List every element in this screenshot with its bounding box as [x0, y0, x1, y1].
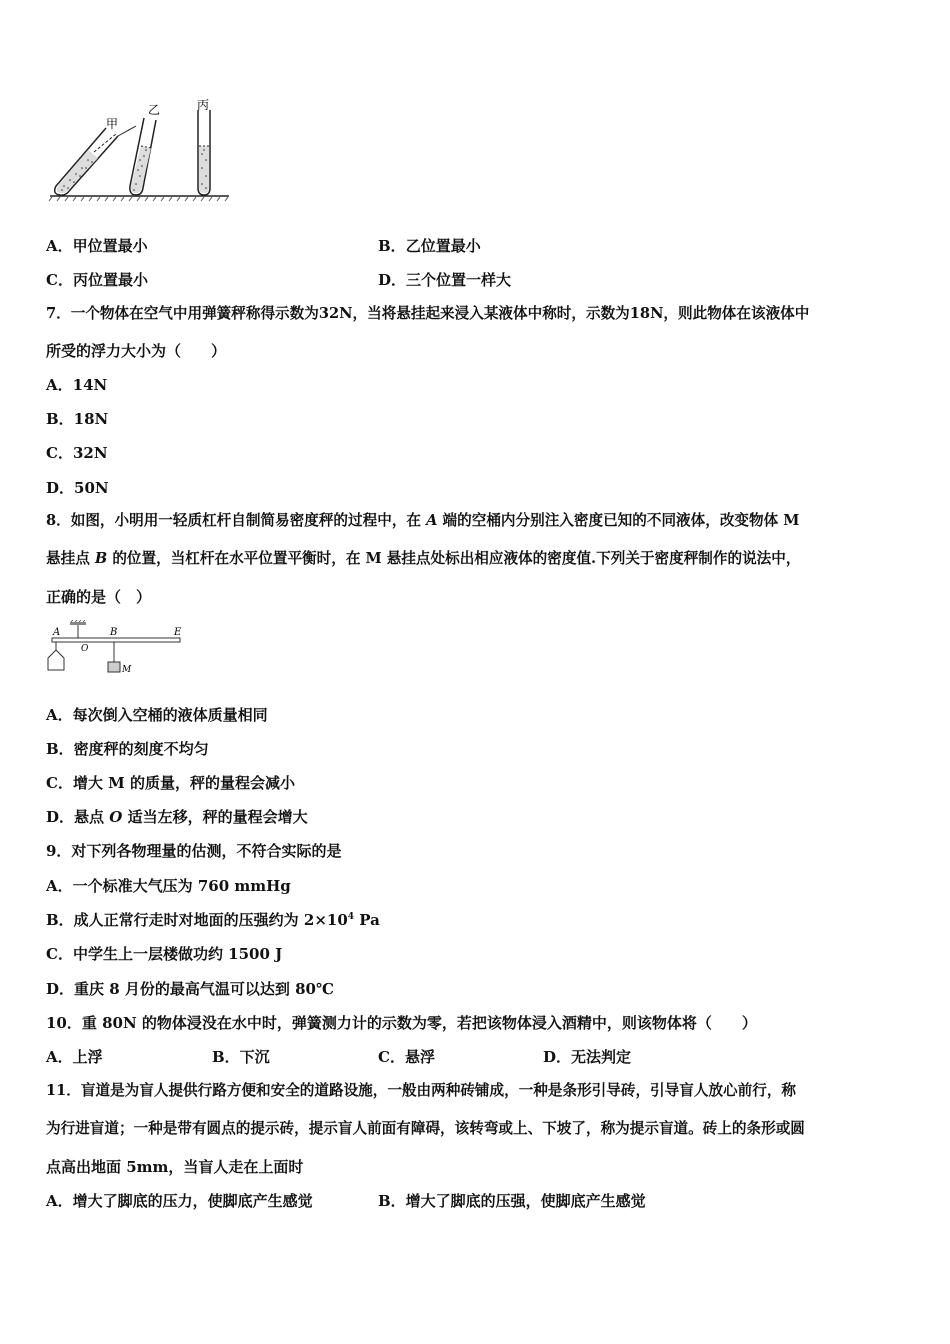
- q7-option-b: B．18N: [46, 410, 109, 428]
- tube-bing: [198, 110, 210, 195]
- tube-label-jia: 甲: [106, 117, 119, 131]
- lever-label-a: A: [53, 627, 61, 638]
- q9-option-b: B．成人正常行走时对地面的压强约为 $2\times 10^4$ Pa: [46, 911, 380, 929]
- q8-option-a: A．每次倒入空桶的液体质量相同: [46, 706, 268, 724]
- lever-label-m: M: [122, 665, 132, 675]
- q7-option-d: D．50N: [46, 479, 109, 497]
- q8-option-c: C．增大 M 的质量，秤的量程会减小: [46, 774, 295, 792]
- q9-option-d: D．重庆 8 月份的最高气温可以达到 80℃: [46, 980, 334, 998]
- lever-figure: [44, 620, 189, 678]
- q8-stem-line3: 正确的是（ ）: [46, 588, 152, 606]
- q8-option-d: D．悬点 O 适当左移，秤的量程会增大: [46, 808, 308, 826]
- q11-stem-line1: 11．盲道是为盲人提供行路方便和安全的道路设施，一般由两种砖铺成，一种是条形引导砖，引导盲人放心前行，称: [46, 1082, 797, 1099]
- q11-option-a: A．增大了脚底的压力，使脚底产生感觉: [46, 1192, 313, 1210]
- q7-option-c: C．32N: [46, 444, 108, 462]
- q11-stem-line3: 点高出地面 5mm，当盲人走在上面时: [46, 1158, 304, 1176]
- test-tubes-figure: [44, 98, 234, 202]
- q9-option-c: C．中学生上一层楼做功约 1500 J: [46, 945, 283, 963]
- q7-stem-line1: 7．一个物体在空气中用弹簧秤称得示数为32N，当将悬挂起来浸入某液体中称时，示数为18N，则此物体在该液体中: [46, 305, 810, 322]
- q10-option-d: D．无法判定: [543, 1048, 632, 1066]
- q10-option-a: A．上浮: [46, 1048, 103, 1066]
- q6-option-a: A．甲位置最小: [46, 237, 148, 255]
- lever-label-b: B: [110, 627, 118, 638]
- tube-jia: [55, 126, 136, 195]
- q9-stem: 9．对下列各物理量的估测，不符合实际的是: [46, 842, 342, 860]
- q8-option-b: B．密度秤的刻度不均匀: [46, 740, 209, 758]
- tube-yi: [130, 118, 156, 195]
- q10-option-c: C．悬浮: [378, 1048, 435, 1066]
- q11-option-b: B．增大了脚底的压强，使脚底产生感觉: [378, 1192, 646, 1210]
- q11-stem-line2: 为行进盲道；一种是带有圆点的提示砖，提示盲人前面有障碍，该转弯或上、下坡了，称为提示盲道。砖上的条形或圆: [46, 1120, 805, 1137]
- q6-option-b: B．乙位置最小: [378, 237, 481, 255]
- tube-label-yi: 乙: [148, 103, 161, 117]
- lever-label-o: O: [81, 644, 89, 654]
- tube-label-bing: 丙: [197, 98, 210, 112]
- q7-option-a: A．14N: [46, 376, 108, 394]
- lever-label-e: E: [174, 627, 182, 638]
- q10-option-b: B．下沉: [212, 1048, 270, 1066]
- q8-stem-line1: 8．如图，小明用一轻质杠杆自制简易密度秤的过程中，在 A 端的空桶内分别注入密度已知的不同液体，改变物体 M: [46, 512, 800, 529]
- q10-stem: 10．重 80N 的物体浸没在水中时，弹簧测力计的示数为零，若把该物体浸入酒精中，则该物体将（ ）: [46, 1014, 757, 1032]
- q8-stem-line2: 悬挂点 B 的位置，当杠杆在水平位置平衡时，在 M 悬挂点处标出相应液体的密度值.下列关于密度秤制作的说法中，: [46, 550, 801, 567]
- q7-stem-line2: 所受的浮力大小为（ ）: [46, 342, 227, 360]
- q9-option-a: A．一个标准大气压为 760 mmHg: [46, 877, 291, 895]
- q6-option-c: C．丙位置最小: [46, 271, 148, 289]
- q6-option-d: D．三个位置一样大: [378, 271, 512, 289]
